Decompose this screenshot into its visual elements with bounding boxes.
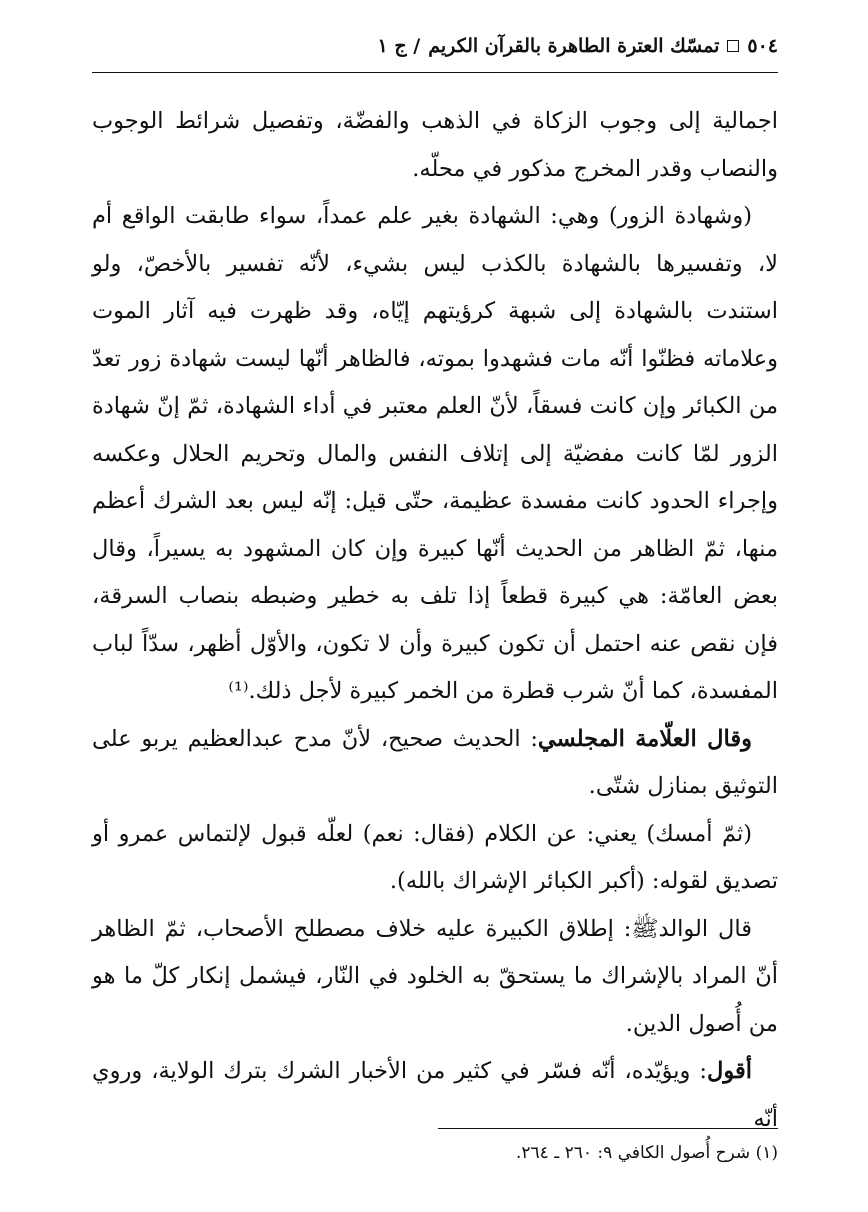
footnote-divider xyxy=(438,1128,778,1129)
footnote: (١) شرح أُصول الكافي ٩: ٢٦٠ ـ ٢٦٤. xyxy=(516,1143,778,1163)
bold-lead: وقال العلّامة المجلسي xyxy=(537,725,752,752)
paragraph: وقال العلّامة المجلسي: الحديث صحيح، لأنّ مدح عبدالعظيم يربو على التوثيق بمنازل شتّى. xyxy=(92,725,778,799)
header-divider xyxy=(92,72,778,73)
book-title: تمسّك العترة الطاهرة بالقرآن الكريم xyxy=(428,35,720,57)
page-number: ٥٠٤ xyxy=(747,35,778,57)
paragraph: اجمالية إلى وجوب الزكاة في الذهب والفضّة، وتفصيل شرائط الوجوب والنصاب وقدر المخرج مذكور في محلّه. xyxy=(92,108,778,182)
volume-label: / ج ١ xyxy=(377,35,421,57)
bold-lead: أقول xyxy=(707,1058,752,1084)
paragraph: أقول: ويؤيّده، أنّه فسّر في كثير من الأخبار الشرك بترك الولاية، وروي أنّه xyxy=(92,1058,778,1132)
paragraph: (وشهادة الزور) وهي: الشهادة بغير علم عمداً، سواء طابقت الواقع أم لا، وتفسيرها بالشهادة بالكذب ليس بشيء، لأنّه تفسير بالأخصّ، ولو استندت بالشهادة إلى شبهة كرؤيتهم إيّاه، وقد ظهرت فيه آثار الموت وعلاماته فظنّوا أنّه مات فشهدوا بموته، فالظاهر أنّها ليست شهادة زور تعدّ من الكبائر وإن كانت فسقاً، لأنّ العلم معتبر في أداء الشهادة، ثمّ إنّ شهادة الزور لمّا كانت مفضيّة إلى إتلاف النفس والمال وتحريم الحلال وعكسه وإجراء الحدود كانت مفسدة عظيمة، حتّى قيل: إنّه ليس بعد الشرك أعظم منها، ثمّ الظاهر من الحديث أنّها كبيرة وإن كان المشهود به يسيراً، وقال بعض العامّة: هي كبيرة قطعاً إذا تلف به خطير وضبطه بنصاب السرقة، فإن نقص عنه احتمل أن تكون كبيرة وأن لا تكون، والأوّل أظهر، سدّاً لباب المفسدة، كما أنّ شرب قطرة من الخمر كبيرة لأجل ذلك.⁽¹⁾ xyxy=(92,203,778,704)
square-bullet-icon xyxy=(727,40,739,52)
paragraph: (ثمّ أمسك) يعني: عن الكلام (فقال: نعم) لعلّه قبول لإلتماس عمرو أو تصديق لقوله: (أكبر الكبائر الإشراك بالله). xyxy=(92,820,778,894)
main-text xyxy=(92,98,778,1143)
paragraph: قال الوالدﷺ: إطلاق الكبيرة عليه خلاف مصطلح الأصحاب، ثمّ الظاهر أنّ المراد بالإشراك ما يستحقّ به الخلود في النّار، فيشمل إنكار كلّ ما هو من أُصول الدين. xyxy=(92,915,778,1037)
running-header xyxy=(92,26,778,66)
